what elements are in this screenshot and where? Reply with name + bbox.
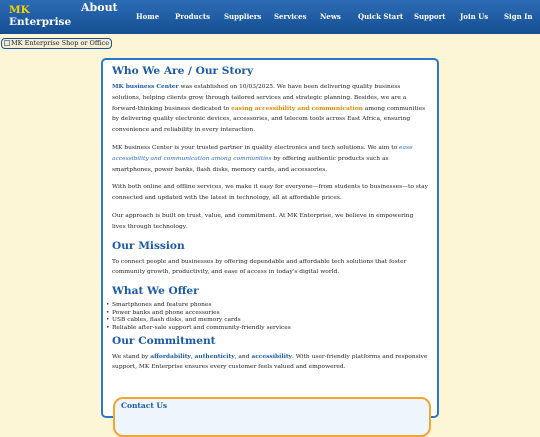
who-paragraph-3: With both online and offline services, we make it easy for everyone—from students to businesses—to stay connected and updated with the latest in technology, all at affordable prices.	[112, 184, 429, 202]
mission-text: To connect people and businesses by offering dependable and affordable tech solutions that foster community growth, productivity, and ease of access in today's digital world.	[112, 258, 407, 276]
nav-join-us[interactable]: Join Us	[460, 12, 489, 21]
word-authenticity: authenticity	[194, 352, 235, 360]
brand-logo[interactable]	[9, 4, 71, 28]
nav-products[interactable]: Products	[175, 12, 211, 21]
commitment-text-a: We stand by	[112, 353, 151, 360]
nav-support[interactable]: Support	[414, 12, 446, 21]
commitment-text	[112, 352, 428, 374]
nav-home[interactable]: Home	[136, 12, 160, 21]
business-name: MK business Center	[112, 83, 179, 90]
highlight-accessibility: easing accessibility and communication	[231, 104, 363, 112]
commitment-sep-2: , and	[234, 353, 252, 360]
brand-line-2: Enterprise	[9, 16, 72, 28]
who-paragraph-2	[112, 143, 428, 175]
who-we-are-heading: Who We Are / Our Story	[112, 65, 254, 77]
mission-heading: Our Mission	[112, 239, 185, 252]
nav-suppliers[interactable]: Suppliers	[224, 12, 262, 21]
word-affordability: affordability	[150, 352, 191, 360]
commitment-heading: Our Commitment	[112, 334, 216, 347]
broken-image-icon	[4, 40, 10, 46]
brand-line-1: MK	[9, 4, 30, 16]
list-item: • Smartphones and feature phones	[112, 302, 428, 310]
commitment-sep-1: ,	[190, 353, 195, 360]
top-navbar	[0, 0, 540, 34]
nav-news[interactable]: News	[320, 12, 341, 21]
page-title-about: About	[81, 1, 118, 14]
word-accessibility: accessibility	[251, 352, 292, 360]
nav-services[interactable]: Services	[274, 12, 307, 21]
list-item: • USB cables, flash disks, and memory cards	[112, 317, 428, 325]
who-p2-text-a: MK business Center is your trusted partner in quality electronics and tech solutions. We aim to	[112, 144, 400, 151]
who-p1-text-a: was established on 10/03/2025. We have been delivering quality business solutions, helping clients grow through tailored services and strategic planning. Besides, we are a forward-thinking business dedicated to	[112, 84, 407, 112]
commitment-text-b: . With user-friendly platforms and responsive support, MK Enterprise ensures every customer feels valued and empowered.	[112, 353, 428, 371]
highlight-ease-accessibility: ease accessibility and communication among communities	[112, 144, 413, 162]
offer-list	[108, 302, 428, 332]
list-item: • Power banks and phone accessories	[112, 310, 428, 318]
about-card	[101, 58, 439, 418]
offer-heading: What We Offer	[112, 285, 199, 298]
contact-heading: Contact Us	[121, 401, 168, 410]
image-alt-text: MK Enterprise Shop or Office	[11, 39, 110, 47]
who-p2-text-b: by offering authentic products such as smartphones, power banks, flash disks, memory cards, and accessories.	[112, 155, 389, 173]
list-item: • Reliable after-sale support and community-friendly services	[112, 325, 428, 333]
shop-image-placeholder	[1, 38, 112, 49]
nav-sign-in[interactable]: Sign In	[504, 12, 533, 21]
who-paragraph-1	[112, 82, 428, 136]
who-p1-text-b: among communities by delivering quality electronic devices, accessories, and telecom tools across East Africa, ensuring convenience and reliability in every interaction.	[112, 105, 426, 134]
contact-box	[113, 397, 431, 437]
who-paragraph-4: Our approach is built on trust, value, and commitment. At MK Enterprise, we believe in empowering lives through technology.	[112, 212, 414, 230]
nav-quick-start[interactable]: Quick Start	[358, 12, 404, 21]
